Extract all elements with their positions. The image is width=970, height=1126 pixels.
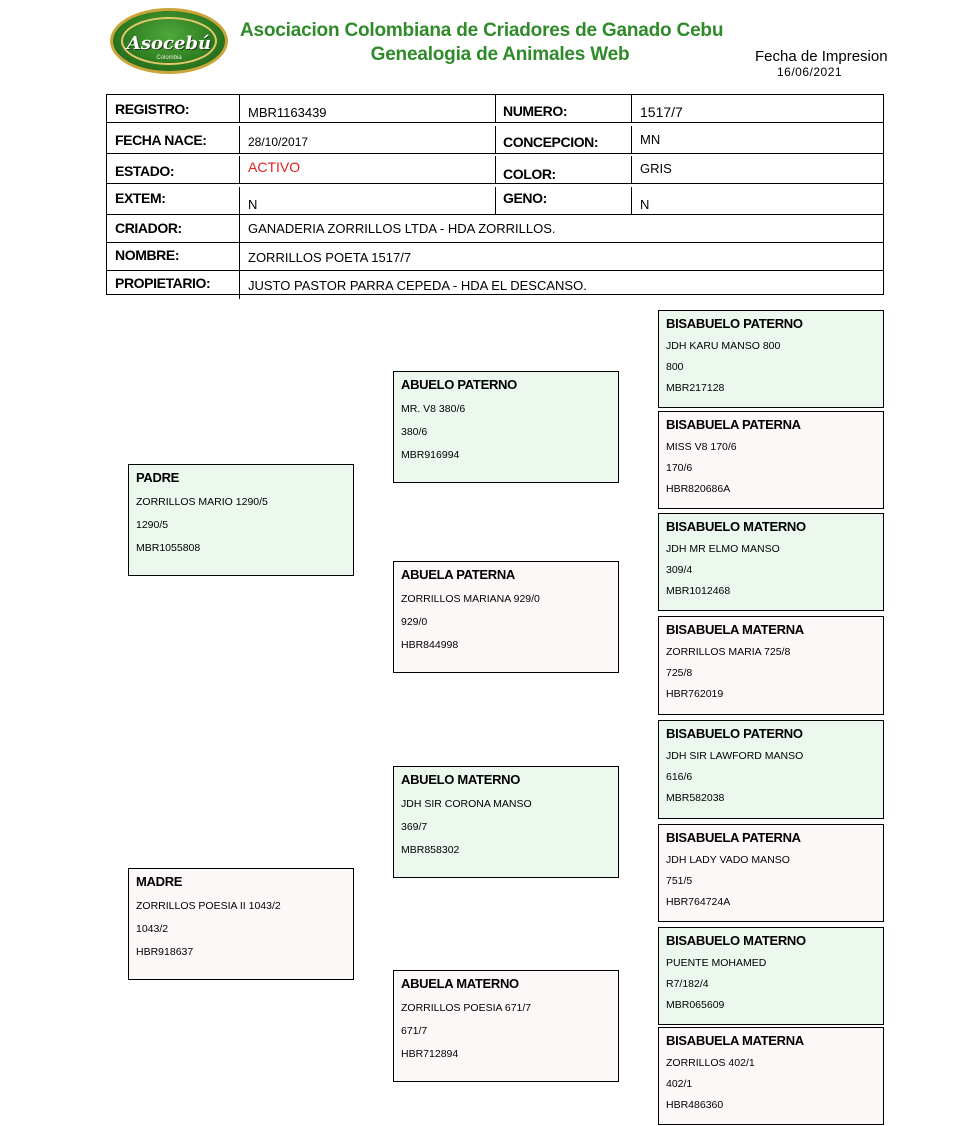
abuela-materna-registro: HBR712894 [401, 1048, 459, 1060]
bisabuelo-registro: MBR217128 [666, 382, 725, 394]
madre-registro: HBR918637 [136, 946, 194, 958]
abuela-paterna-registro: HBR844998 [401, 639, 459, 651]
bisabuelo-title: BISABUELO PATERNO [666, 316, 803, 331]
estado-value: ACTIVO [248, 159, 301, 175]
padre-title: PADRE [136, 470, 180, 485]
page-subtitle: Genealogia de Animales Web [370, 44, 630, 65]
abuelo-materno-title: ABUELO MATERNO [401, 772, 521, 787]
bisabuelo-name: PUENTE MOHAMED [666, 957, 767, 969]
bisabuelo-number: 616/6 [666, 771, 693, 783]
abuela-paterna-name: ZORRILLOS MARIANA 929/0 [401, 593, 540, 605]
estado-label: ESTADO: [115, 163, 175, 179]
registro-value: MBR1163439 [248, 105, 327, 120]
page-title: Asociacion Colombiana de Criadores de Ganado Cebu [240, 20, 724, 41]
bisabuelo-2-box [658, 411, 884, 509]
bisabuelo-registro: HBR486360 [666, 1099, 724, 1111]
bisabuelo-name: MISS V8 170/6 [666, 441, 737, 453]
abuelo-materno-number: 369/7 [401, 821, 428, 833]
color-value: GRIS [640, 161, 672, 176]
bisabuelo-name: JDH SIR LAWFORD MANSO [666, 750, 804, 762]
bisabuelo-3-box [658, 513, 884, 611]
bisabuelo-registro: HBR764724A [666, 896, 731, 908]
bisabuelo-number: 309/4 [666, 564, 693, 576]
madre-number: 1043/2 [136, 923, 169, 935]
abuela-materna-name: ZORRILLOS POESIA 671/7 [401, 1002, 532, 1014]
propietario-value: JUSTO PASTOR PARRA CEPEDA - HDA EL DESCANSO. [248, 278, 587, 293]
abuelo-paterno-box [393, 371, 619, 483]
abuelo-paterno-number: 380/6 [401, 426, 428, 438]
nombre-value: ZORRILLOS POETA 1517/7 [248, 250, 412, 265]
info-row-nombre [107, 243, 883, 271]
abuela-materna-number: 671/7 [401, 1025, 428, 1037]
bisabuelo-5-box [658, 720, 884, 819]
padre-box [128, 464, 354, 576]
extem-label: EXTEM: [115, 190, 166, 206]
asocebu-logo [110, 8, 228, 74]
print-date-value: 16/06/2021 [777, 65, 843, 79]
bisabuelo-title: BISABUELA MATERNA [666, 622, 804, 637]
abuelo-materno-registro: MBR858302 [401, 844, 460, 856]
geno-value: N [640, 197, 650, 212]
logo-subtext: Colombia [156, 55, 182, 61]
bisabuelo-name: JDH LADY VADO MANSO [666, 854, 790, 866]
criador-label: CRIADOR: [115, 220, 182, 236]
abuela-paterna-number: 929/0 [401, 616, 428, 628]
bisabuelo-number: 725/8 [666, 667, 693, 679]
bisabuelo-number: 751/5 [666, 875, 693, 887]
madre-box [128, 868, 354, 980]
bisabuelo-4-box [658, 616, 884, 715]
bisabuelo-registro: HBR762019 [666, 688, 724, 700]
bisabuelo-registro: HBR820686A [666, 483, 731, 495]
padre-number: 1290/5 [136, 519, 169, 531]
abuelo-materno-name: JDH SIR CORONA MANSO [401, 798, 532, 810]
abuelo-materno-box [393, 766, 619, 878]
padre-name: ZORRILLOS MARIO 1290/5 [136, 496, 268, 508]
bisabuelo-1-box [658, 310, 884, 408]
bisabuelo-8-box [658, 1027, 884, 1125]
fecha-nace-value: 28/10/2017 [248, 135, 309, 149]
bisabuelo-title: BISABUELA PATERNA [666, 417, 801, 432]
bisabuelo-number: 402/1 [666, 1078, 693, 1090]
bisabuelo-number: 800 [666, 361, 684, 373]
concepcion-label: CONCEPCION: [503, 134, 599, 150]
bisabuelo-6-box [658, 824, 884, 922]
bisabuelo-title: BISABUELO PATERNO [666, 726, 803, 741]
bisabuelo-name: JDH MR ELMO MANSO [666, 543, 780, 555]
abuelo-paterno-name: MR. V8 380/6 [401, 403, 466, 415]
padre-registro: MBR1055808 [136, 542, 201, 554]
abuela-materna-box [393, 970, 619, 1082]
abuelo-paterno-title: ABUELO PATERNO [401, 377, 517, 392]
logo-text: Asocebú [126, 33, 212, 54]
criador-value: GANADERIA ZORRILLOS LTDA - HDA ZORRILLOS. [248, 221, 556, 236]
abuelo-paterno-registro: MBR916994 [401, 449, 460, 461]
madre-title: MADRE [136, 874, 183, 889]
info-row-fecha-nace [107, 126, 883, 154]
numero-value: 1517/7 [640, 104, 683, 120]
abuela-materna-title: ABUELA MATERNO [401, 976, 519, 991]
info-row-registro [107, 95, 883, 123]
bisabuelo-number: 170/6 [666, 462, 693, 474]
madre-name: ZORRILLOS POESIA II 1043/2 [136, 900, 281, 912]
animal-info-table [106, 94, 884, 295]
bisabuelo-name: ZORRILLOS 402/1 [666, 1057, 755, 1069]
bisabuelo-title: BISABUELO MATERNO [666, 933, 806, 948]
bisabuelo-title: BISABUELO MATERNO [666, 519, 806, 534]
concepcion-value: MN [640, 132, 661, 147]
print-date-label: Fecha de Impresion [755, 48, 888, 65]
color-label: COLOR: [503, 166, 556, 182]
numero-label: NUMERO: [503, 103, 568, 119]
info-row-criador [107, 215, 883, 243]
info-row-propietario [107, 271, 883, 299]
registro-label: REGISTRO: [115, 101, 190, 117]
abuela-paterna-box [393, 561, 619, 673]
bisabuelo-title: BISABUELA PATERNA [666, 830, 801, 845]
bisabuelo-name: JDH KARU MANSO 800 [666, 340, 781, 352]
extem-value: N [248, 197, 258, 212]
bisabuelo-registro: MBR1012468 [666, 585, 731, 597]
propietario-label: PROPIETARIO: [115, 275, 211, 291]
fecha-nace-label: FECHA NACE: [115, 132, 207, 148]
bisabuelo-7-box [658, 927, 884, 1025]
bisabuelo-registro: MBR065609 [666, 999, 725, 1011]
geno-label: GENO: [503, 190, 547, 206]
bisabuelo-registro: MBR582038 [666, 792, 725, 804]
nombre-label: NOMBRE: [115, 247, 180, 263]
bisabuelo-number: R7/182/4 [666, 978, 709, 990]
bisabuelo-title: BISABUELA MATERNA [666, 1033, 804, 1048]
bisabuelo-name: ZORRILLOS MARIA 725/8 [666, 646, 791, 658]
info-row-estado [107, 156, 883, 184]
abuela-paterna-title: ABUELA PATERNA [401, 567, 515, 582]
info-row-extem [107, 187, 883, 215]
